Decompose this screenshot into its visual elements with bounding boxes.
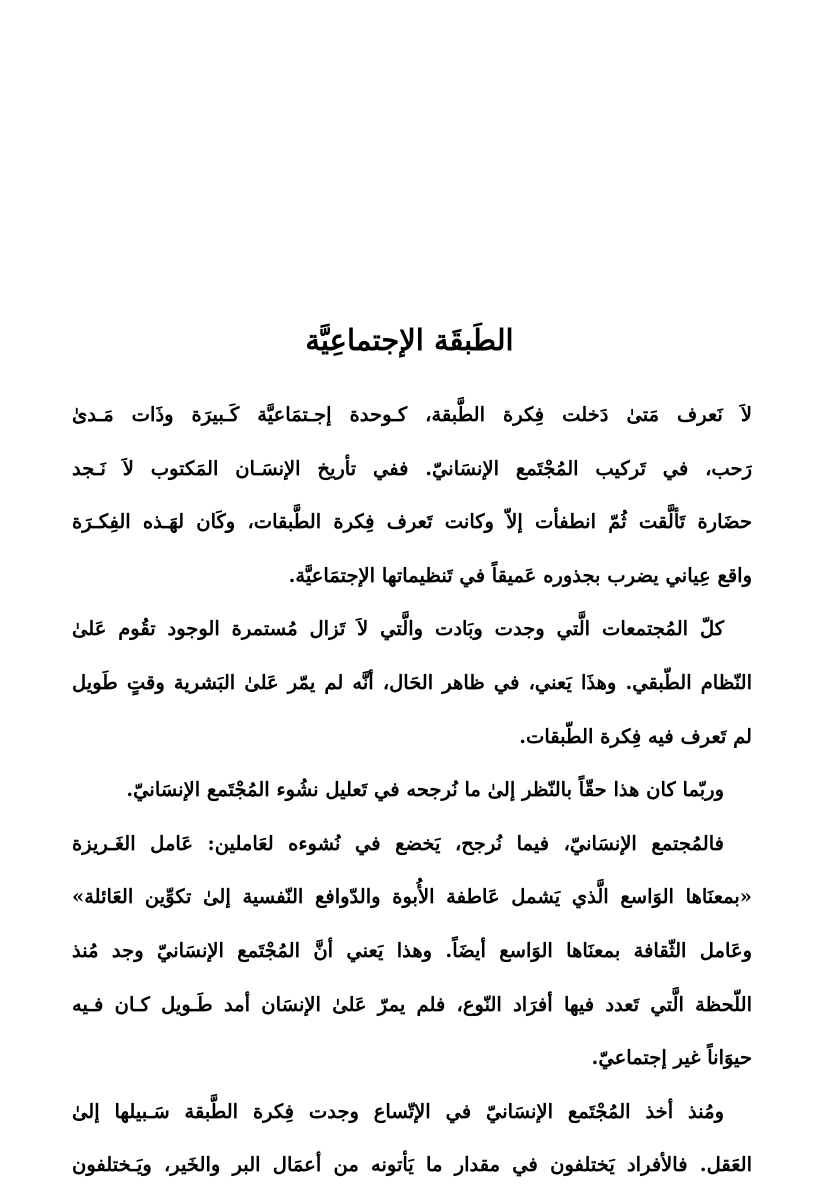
text-line: لم تَعرف فيه فِكرة الطّبقات. [519,724,752,748]
text-line: حضَارة تَألَّقت ثُمّ انطفأت إلاّ وكانت تَعرف فِكرة الطَّبقات، وكَان لهَـذه الفِكـرَة [72,510,752,534]
page-title: الطَبقَة الإجتماعِيَّة [305,323,514,357]
text-line: اللّحظة الَّتي تَعدد فيها أفرَاد النّوع، فلم يمرّ عَلىٰ الإنسَان أمد طَـويل كـان فـيه [72,992,752,1016]
text-line: العَقل. فالأفراد يَختلفون في مقدار ما يَأتونه من أعمَال البر والخَير، ويَـختلفون [72,1153,752,1177]
text-line: «بمعنَاها الوَاسع الَّذي يَشمل عَاطفة الأُبوة والدّوافع النّفسية إلىٰ تكوِّين العَائلة» [72,885,752,909]
text-line: ومُنذ أخذ المُجْتَمع الإنسَانيّ في الإتّساع وجدت فِكرة الطَّبقة سَـبيلها إلىٰ [72,1099,724,1123]
text-line: كلّ المُجتمعات الَّتي وجدت وبَادت والَّتي لاَ تَزال مُستمرة الوجود تقُوم عَلىٰ [72,617,724,641]
text-line: لاَ نَعرف مَتىٰ دَخلت فِكرة الطَّبقة، كـوحدة إجـتمَاعيَّة كَـبيرَة وذَات مَـدىٰ [72,403,752,426]
text-line: رَحب، في تَركيب المُجْتَمع الإنسَانيّ. ففي تأريخ الإنسَـان المَكتوب لاَ نَـجد [72,456,752,480]
text-line: وعَامل الثّقافة بمعنَاها الوَاسع أيضَاً. وهذا يَعني أنَّ المُجْتَمع الإنسَانيّ وجد مُنذ [72,938,752,962]
text-line: فالمُجتمع الإنسَانيّ، فيما نُرجح، يَخضع في نُشوءه لعَاملين: عَامل الغَـريزة [72,831,724,855]
text-line: وربّما كان هذا حقّاً بالنّظر إلىٰ ما نُرجحه في تَعليل نشُوء المُجْتَمع الإنسَانيّ. [126,778,724,802]
text-line: حيوَاناً غير إجتماعيّ. [591,1046,752,1070]
text-line: واقع عِياني يضرب بجذوره عَميقاً في تَنظيماتها الإجتمَاعيَّة. [288,563,752,587]
text-line: النّظام الطّبقي. وهذَا يَعني، في ظاهر الحَال، أنَّه لم يمّر عَلىٰ البَشرية وقتٍ طَويل [72,670,752,694]
body-text [72,388,752,1192]
